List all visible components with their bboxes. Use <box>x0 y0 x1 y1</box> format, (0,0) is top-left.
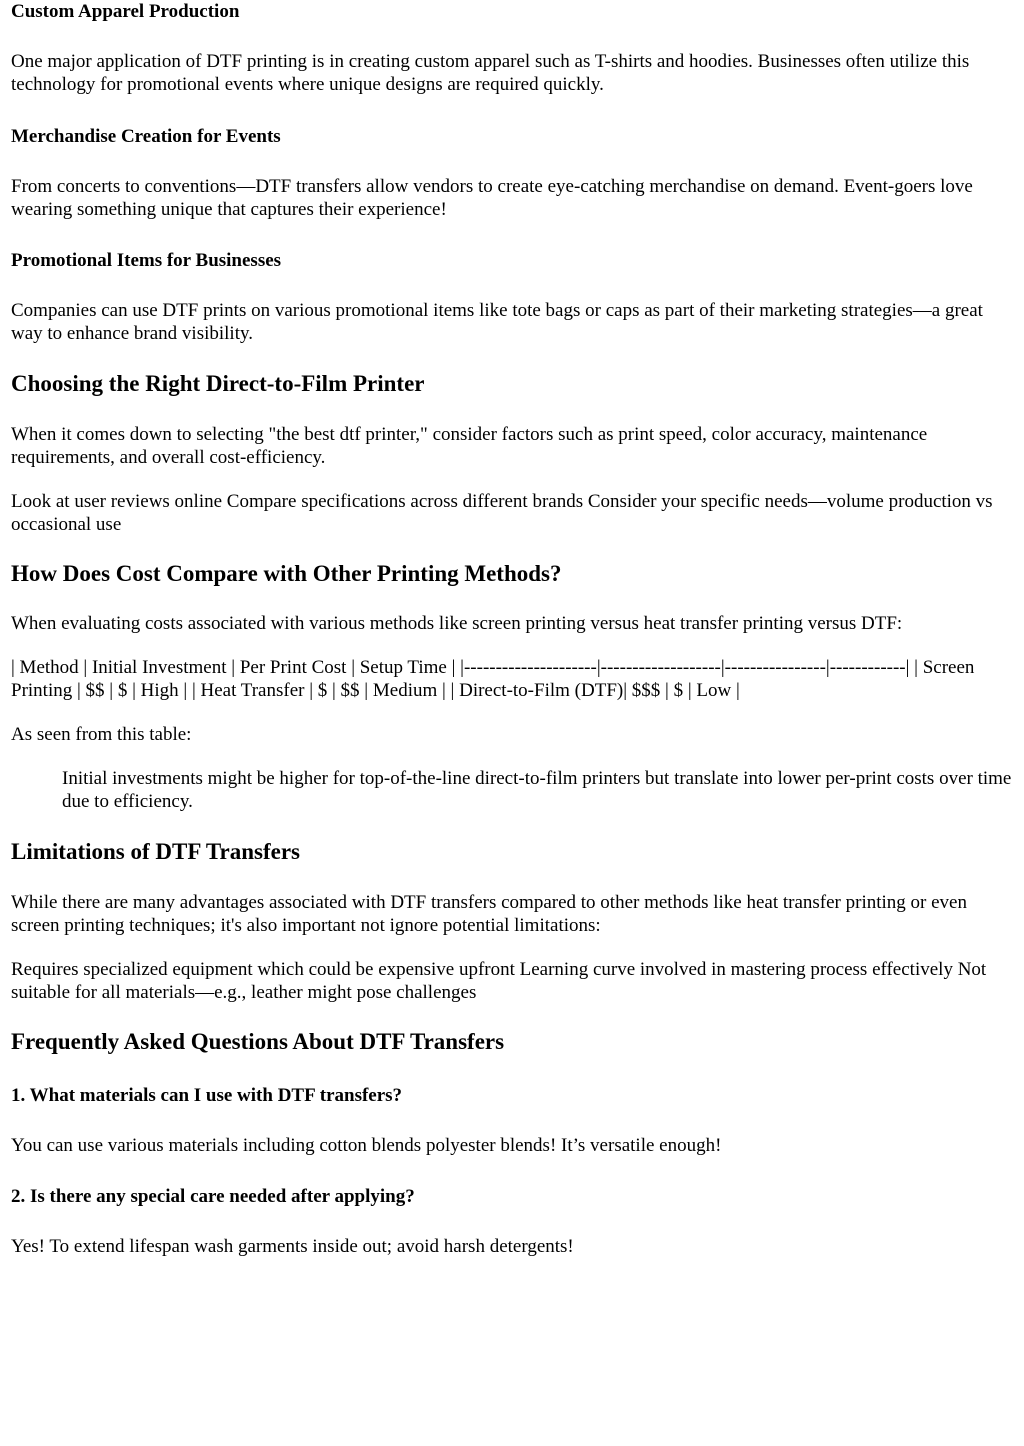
blockquote-cost-note: Initial investments might be higher for top-of-the-line direct-to-film printers but translate into lower per-print costs over time due to efficiency. <box>62 768 1012 812</box>
heading-limitations: Limitations of DTF Transfers <box>11 839 300 864</box>
paragraph-printer-tips: Look at user reviews online Compare specifications across different brands Consider your specific needs—volume production vs occasional use <box>11 491 993 535</box>
paragraph-custom-apparel: One major application of DTF printing is in creating custom apparel such as T-shirts and hoodies. Businesses often utilize this technology for promotional events where unique designs are required quickly. <box>11 51 970 95</box>
heading-merchandise-events: Merchandise Creation for Events <box>11 126 281 147</box>
heading-cost-compare: How Does Cost Compare with Other Printing Methods? <box>11 561 562 586</box>
paragraph-after-table: As seen from this table: <box>11 724 192 745</box>
faq-question: 1. What materials can I use with DTF transfers? <box>11 1085 403 1106</box>
paragraph-promotional-items: Companies can use DTF prints on various promotional items like tote bags or caps as part of their marketing strategies—a great way to enhance brand visibility. <box>11 300 983 344</box>
paragraph-merchandise-events: From concerts to conventions—DTF transfers allow vendors to create eye-catching merchandise on demand. Event-goers love wearing something unique that captures their experience! <box>11 176 973 220</box>
paragraph-cost-table-text: | Method | Initial Investment | Per Print Cost | Setup Time | |---------------------|-------------------|----------------|------------| | Screen Printing | $$ | $ | High | | Heat Transfer | $ | $$ | Medium | | Direct-to-Film (DTF)| $$$ | $ | Low | <box>11 657 975 701</box>
paragraph-cost-intro: When evaluating costs associated with various methods like screen printing versus heat transfer printing versus DTF: <box>11 613 903 634</box>
paragraph-limitations: While there are many advantages associated with DTF transfers compared to other methods like heat transfer printing or even screen printing techniques; it's also important not ignore potential limitations: <box>11 892 967 936</box>
faq-answer: Yes! To extend lifespan wash garments inside out; avoid harsh detergents! <box>11 1236 574 1257</box>
heading-promotional-items: Promotional Items for Businesses <box>11 250 282 271</box>
paragraph-limitations-list: Requires specialized equipment which could be expensive upfront Learning curve involved in mastering process effectively Not suitable for all materials—e.g., leather might pose challenges <box>11 959 987 1003</box>
faq-answer: You can use various materials including cotton blends polyester blends! It’s versatile enough! <box>11 1135 722 1156</box>
paragraph-choosing-printer: When it comes down to selecting "the best dtf printer," consider factors such as print speed, color accuracy, maintenance requirements, and overall cost-efficiency. <box>11 424 928 468</box>
faq-question: 2. Is there any special care needed after applying? <box>11 1186 415 1207</box>
heading-choosing-printer: Choosing the Right Direct-to-Film Printer <box>11 371 425 396</box>
heading-faq: Frequently Asked Questions About DTF Transfers <box>11 1029 505 1054</box>
heading-custom-apparel: Custom Apparel Production <box>11 1 240 22</box>
